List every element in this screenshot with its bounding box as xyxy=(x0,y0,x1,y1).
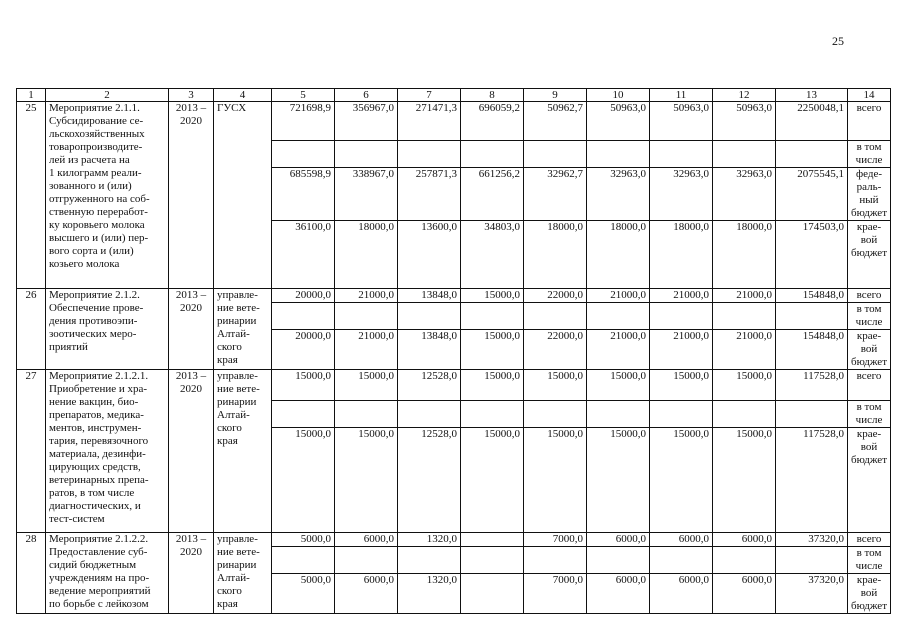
value-cell-col-5 xyxy=(272,303,335,330)
value-cell-col-12: 32963,0 xyxy=(713,168,776,221)
value-cell-col-5: 15000,0 xyxy=(272,428,335,533)
value-cell-col-8 xyxy=(461,401,524,428)
value-cell-col-6: 15000,0 xyxy=(335,370,398,401)
value-cell-col-13: 2075545,1 xyxy=(776,168,848,221)
value-cell-col-9: 15000,0 xyxy=(524,370,587,401)
value-cell-col-10: 32963,0 xyxy=(587,168,650,221)
value-cell-col-7: 12528,0 xyxy=(398,428,461,533)
value-cell-col-8 xyxy=(461,574,524,614)
period-years: 2013 – 2020 xyxy=(169,102,214,289)
table-row xyxy=(17,533,891,547)
value-cell-col-13 xyxy=(776,401,848,428)
value-cell-col-12: 50963,0 xyxy=(713,102,776,141)
value-cell-col-13: 154848,0 xyxy=(776,330,848,370)
value-cell-col-9: 22000,0 xyxy=(524,330,587,370)
column-header-1: 1 xyxy=(17,89,46,102)
funding-source: феде- раль- ный бюджет xyxy=(848,168,891,221)
value-cell-col-7: 13848,0 xyxy=(398,289,461,303)
value-cell-col-6: 338967,0 xyxy=(335,168,398,221)
value-cell-col-13 xyxy=(776,303,848,330)
value-cell-col-6 xyxy=(335,547,398,574)
period-years: 2013 – 2020 xyxy=(169,533,214,614)
page-number: 25 xyxy=(832,34,844,48)
value-cell-col-9 xyxy=(524,303,587,330)
value-cell-col-13: 37320,0 xyxy=(776,574,848,614)
funding-source: всего xyxy=(848,533,891,547)
value-cell-col-7 xyxy=(398,303,461,330)
value-cell-col-5: 20000,0 xyxy=(272,289,335,303)
value-cell-col-12: 21000,0 xyxy=(713,289,776,303)
value-cell-col-11: 21000,0 xyxy=(650,330,713,370)
value-cell-col-12: 21000,0 xyxy=(713,330,776,370)
value-cell-col-11: 32963,0 xyxy=(650,168,713,221)
value-cell-col-7: 271471,3 xyxy=(398,102,461,141)
value-cell-col-6: 6000,0 xyxy=(335,533,398,547)
value-cell-col-5: 685598,9 xyxy=(272,168,335,221)
funding-source: крае- вой бюджет xyxy=(848,574,891,614)
value-cell-col-6: 15000,0 xyxy=(335,428,398,533)
value-cell-col-13 xyxy=(776,547,848,574)
row-number: 25 xyxy=(17,102,46,289)
value-cell-col-5 xyxy=(272,547,335,574)
table-row xyxy=(17,370,891,401)
value-cell-col-11 xyxy=(650,547,713,574)
value-cell-col-9: 7000,0 xyxy=(524,574,587,614)
value-cell-col-12 xyxy=(713,547,776,574)
funding-source: крае- вой бюджет xyxy=(848,330,891,370)
value-cell-col-7: 1320,0 xyxy=(398,574,461,614)
period-years: 2013 – 2020 xyxy=(169,370,214,533)
value-cell-col-5: 5000,0 xyxy=(272,574,335,614)
value-cell-col-11 xyxy=(650,141,713,168)
value-cell-col-13: 37320,0 xyxy=(776,533,848,547)
column-header-13: 13 xyxy=(776,89,848,102)
value-cell-col-9 xyxy=(524,141,587,168)
measure-name: Мероприятие 2.1.2.1. Приобретение и хра- нение вакцин, био- препаратов, медика- ментов, инструмен- тария, перевязочного материала, дезинфи- цирующих средств, ветеринарных препа- ратов, в том числе диагностических, и тест-систем xyxy=(46,370,169,533)
value-cell-col-6: 21000,0 xyxy=(335,330,398,370)
value-cell-col-11: 18000,0 xyxy=(650,221,713,289)
value-cell-col-8: 15000,0 xyxy=(461,370,524,401)
value-cell-col-9 xyxy=(524,401,587,428)
value-cell-col-13: 174503,0 xyxy=(776,221,848,289)
measure-name: Мероприятие 2.1.2.2. Предоставление суб- сидий бюджетным учреждениям на про- ведение мероприятий по борьбе с лейкозом xyxy=(46,533,169,614)
value-cell-col-8 xyxy=(461,533,524,547)
value-cell-col-5 xyxy=(272,141,335,168)
value-cell-col-12: 15000,0 xyxy=(713,428,776,533)
value-cell-col-12: 18000,0 xyxy=(713,221,776,289)
table-row xyxy=(17,289,891,303)
value-cell-col-9: 22000,0 xyxy=(524,289,587,303)
value-cell-col-8: 15000,0 xyxy=(461,289,524,303)
column-header-14: 14 xyxy=(848,89,891,102)
row-number: 26 xyxy=(17,289,46,370)
value-cell-col-8 xyxy=(461,141,524,168)
value-cell-col-9: 7000,0 xyxy=(524,533,587,547)
value-cell-col-8: 661256,2 xyxy=(461,168,524,221)
value-cell-col-6 xyxy=(335,141,398,168)
value-cell-col-7: 13848,0 xyxy=(398,330,461,370)
value-cell-col-7: 257871,3 xyxy=(398,168,461,221)
value-cell-col-8 xyxy=(461,303,524,330)
value-cell-col-11: 6000,0 xyxy=(650,533,713,547)
value-cell-col-13 xyxy=(776,141,848,168)
value-cell-col-8 xyxy=(461,547,524,574)
value-cell-col-10: 6000,0 xyxy=(587,574,650,614)
value-cell-col-7: 12528,0 xyxy=(398,370,461,401)
value-cell-col-11: 21000,0 xyxy=(650,289,713,303)
value-cell-col-5: 36100,0 xyxy=(272,221,335,289)
column-header-3: 3 xyxy=(169,89,214,102)
funding-source: всего xyxy=(848,289,891,303)
column-header-9: 9 xyxy=(524,89,587,102)
column-header-7: 7 xyxy=(398,89,461,102)
funding-source: в том числе xyxy=(848,401,891,428)
value-cell-col-11 xyxy=(650,401,713,428)
measure-name: Мероприятие 2.1.1. Субсидирование се- льскохозяйственных товаропроизводите- лей из расчета на 1 килограмм реали- зованного и (или) отгруженного на соб- ственную переработ- ку коровьего молока высшего и (или) пер- вого сорта и (или) козьего молока xyxy=(46,102,169,289)
value-cell-col-8: 696059,2 xyxy=(461,102,524,141)
value-cell-col-5: 721698,9 xyxy=(272,102,335,141)
funding-source: крае- вой бюджет xyxy=(848,428,891,533)
value-cell-col-11: 15000,0 xyxy=(650,370,713,401)
column-header-6: 6 xyxy=(335,89,398,102)
value-cell-col-10: 21000,0 xyxy=(587,330,650,370)
executor: ГУСХ xyxy=(214,102,272,289)
value-cell-col-10 xyxy=(587,547,650,574)
value-cell-col-13: 2250048,1 xyxy=(776,102,848,141)
value-cell-col-6: 21000,0 xyxy=(335,289,398,303)
column-header-4: 4 xyxy=(214,89,272,102)
value-cell-col-7 xyxy=(398,141,461,168)
column-header-12: 12 xyxy=(713,89,776,102)
row-number: 27 xyxy=(17,370,46,533)
column-header-11: 11 xyxy=(650,89,713,102)
value-cell-col-6: 356967,0 xyxy=(335,102,398,141)
value-cell-col-5: 5000,0 xyxy=(272,533,335,547)
value-cell-col-11: 50963,0 xyxy=(650,102,713,141)
value-cell-col-10 xyxy=(587,401,650,428)
column-header-10: 10 xyxy=(587,89,650,102)
executor: управле- ние вете- ринарии Алтай- ского края xyxy=(214,533,272,614)
value-cell-col-13: 117528,0 xyxy=(776,370,848,401)
value-cell-col-8: 15000,0 xyxy=(461,428,524,533)
value-cell-col-12: 6000,0 xyxy=(713,574,776,614)
value-cell-col-10: 15000,0 xyxy=(587,428,650,533)
value-cell-col-6: 18000,0 xyxy=(335,221,398,289)
value-cell-col-12 xyxy=(713,303,776,330)
value-cell-col-7: 1320,0 xyxy=(398,533,461,547)
funding-source: в том числе xyxy=(848,141,891,168)
value-cell-col-12: 15000,0 xyxy=(713,370,776,401)
funding-source: в том числе xyxy=(848,303,891,330)
budget-table xyxy=(16,88,891,614)
value-cell-col-7 xyxy=(398,547,461,574)
column-header-5: 5 xyxy=(272,89,335,102)
value-cell-col-10: 21000,0 xyxy=(587,289,650,303)
funding-source: в том числе xyxy=(848,547,891,574)
value-cell-col-10: 50963,0 xyxy=(587,102,650,141)
value-cell-col-7 xyxy=(398,401,461,428)
value-cell-col-9: 32962,7 xyxy=(524,168,587,221)
value-cell-col-9: 50962,7 xyxy=(524,102,587,141)
value-cell-col-5: 15000,0 xyxy=(272,370,335,401)
value-cell-col-11 xyxy=(650,303,713,330)
funding-source: всего xyxy=(848,102,891,141)
value-cell-col-9 xyxy=(524,547,587,574)
executor: управле- ние вете- ринарии Алтай- ского края xyxy=(214,289,272,370)
value-cell-col-10 xyxy=(587,303,650,330)
funding-source: всего xyxy=(848,370,891,401)
measure-name: Мероприятие 2.1.2. Обеспечение прове- дения противоэпи- зоотических меро- приятий xyxy=(46,289,169,370)
value-cell-col-10: 18000,0 xyxy=(587,221,650,289)
value-cell-col-10 xyxy=(587,141,650,168)
value-cell-col-12: 6000,0 xyxy=(713,533,776,547)
executor: управле- ние вете- ринарии Алтай- ского края xyxy=(214,370,272,533)
value-cell-col-9: 18000,0 xyxy=(524,221,587,289)
value-cell-col-11: 15000,0 xyxy=(650,428,713,533)
value-cell-col-9: 15000,0 xyxy=(524,428,587,533)
value-cell-col-11: 6000,0 xyxy=(650,574,713,614)
value-cell-col-8: 15000,0 xyxy=(461,330,524,370)
funding-source: крае- вой бюджет xyxy=(848,221,891,289)
value-cell-col-12 xyxy=(713,401,776,428)
value-cell-col-5: 20000,0 xyxy=(272,330,335,370)
row-number: 28 xyxy=(17,533,46,614)
column-header-8: 8 xyxy=(461,89,524,102)
value-cell-col-12 xyxy=(713,141,776,168)
value-cell-col-13: 154848,0 xyxy=(776,289,848,303)
value-cell-col-10: 15000,0 xyxy=(587,370,650,401)
value-cell-col-6 xyxy=(335,303,398,330)
value-cell-col-6 xyxy=(335,401,398,428)
value-cell-col-7: 13600,0 xyxy=(398,221,461,289)
value-cell-col-6: 6000,0 xyxy=(335,574,398,614)
period-years: 2013 – 2020 xyxy=(169,289,214,370)
value-cell-col-13: 117528,0 xyxy=(776,428,848,533)
value-cell-col-5 xyxy=(272,401,335,428)
value-cell-col-8: 34803,0 xyxy=(461,221,524,289)
header-row xyxy=(17,89,891,102)
value-cell-col-10: 6000,0 xyxy=(587,533,650,547)
column-header-2: 2 xyxy=(46,89,169,102)
table-row xyxy=(17,102,891,141)
